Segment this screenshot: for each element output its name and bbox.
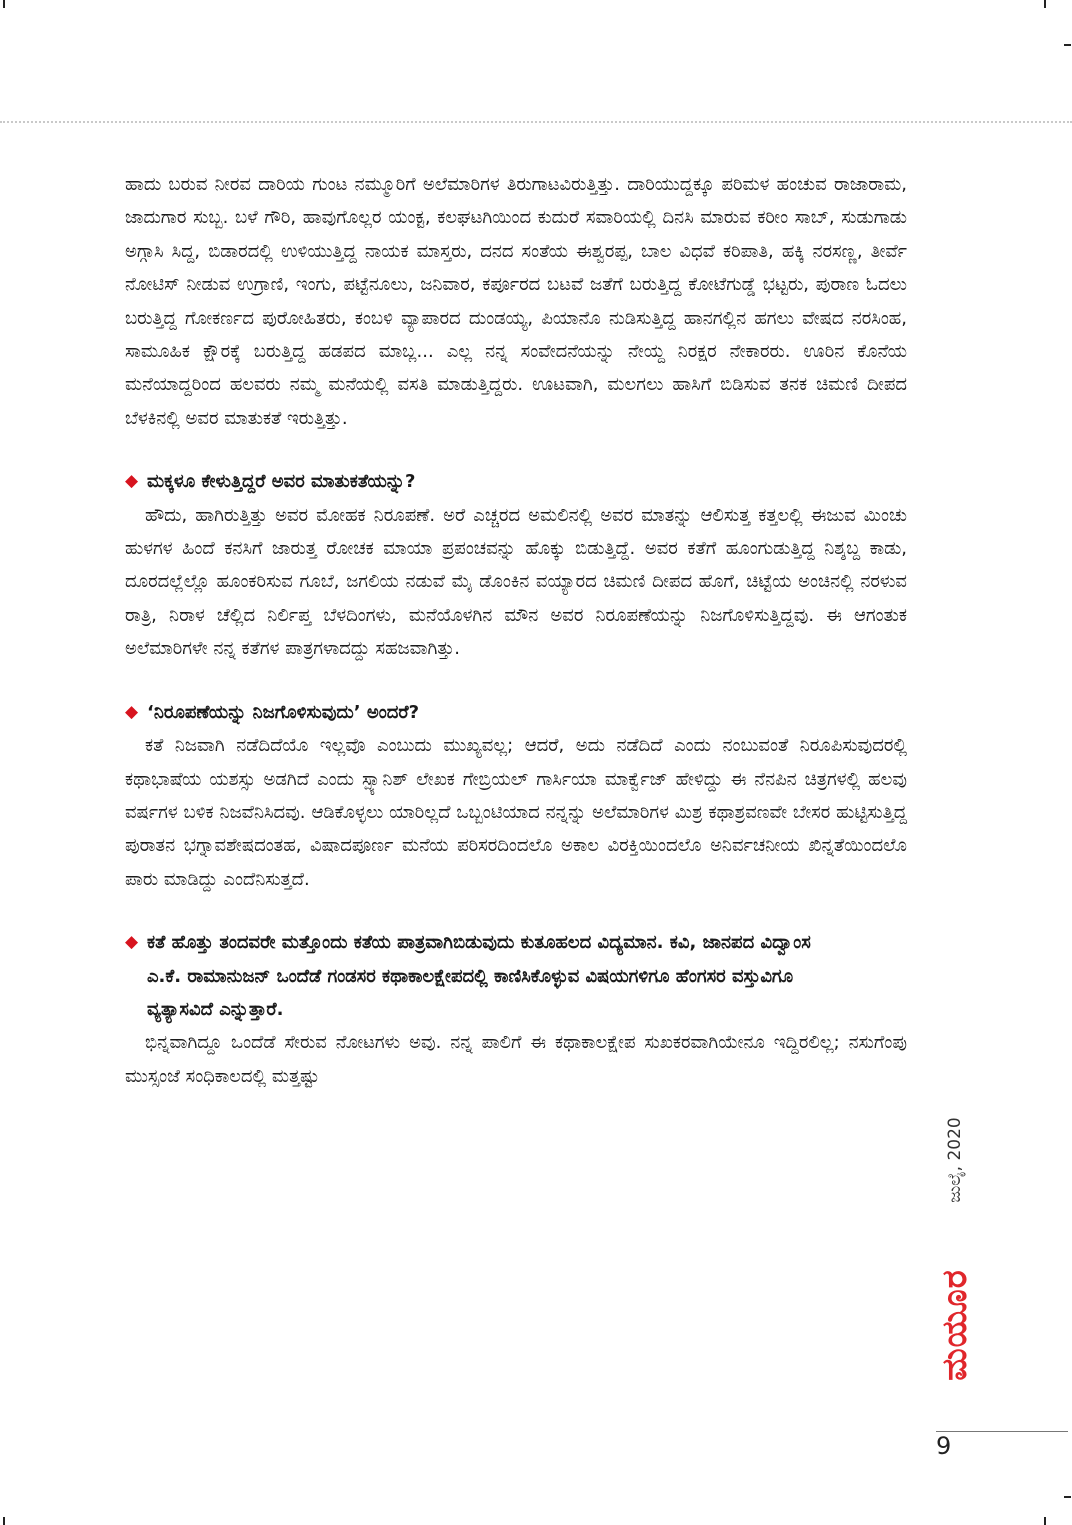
crop-mark-top-right — [1044, 0, 1046, 8]
issue-date-text: ಜುಲೈ, 2020 — [945, 1117, 965, 1203]
crop-mark-right-lower — [1064, 1496, 1071, 1498]
question-3 — [125, 926, 907, 1026]
crop-mark-top-left — [3, 0, 5, 8]
answer-3-paragraph: ಭಿನ್ನವಾಗಿದ್ದೂ ಒಂದೆಡೆ ಸೇರುವ ನೋಟಗಳು ಅವು. ನನ್ನ ಪಾಲಿಗೆ ಈ ಕಥಾಕಾಲಕ್ಷೇಪ ಸುಖಕರವಾಗಿಯೇನೂ ಇದ್ದಿರಲಿಲ್ಲ; ನಸುಗೆಂಪು ಮುಸ್ಸಂಜೆ ಸಂಧಿಕಾಲದಲ್ಲಿ ಮತ್ತಷ್ಟು — [125, 1032, 907, 1087]
answer-1-paragraph: ಹೌದು, ಹಾಗಿರುತ್ತಿತ್ತು ಅವರ ಮೋಹಕ ನಿರೂಪಣೆ. ಅರೆ ಎಚ್ಚರದ ಅಮಲಿನಲ್ಲಿ ಅವರ ಮಾತನ್ನು ಆಲಿಸುತ್ತ ಕತ್ತಲಲ್ಲಿ ಈಜುವ ಮಿಂಚು ಹುಳಗಳ ಹಿಂದೆ ಕನಸಿಗೆ ಜಾರುತ್ತ ರೋಚಕ ಮಾಯಾ ಪ್ರಪಂಚವನ್ನು ಹೊಕ್ಕು ಬಿಡುತ್ತಿದ್ದೆ. ಅವರ ಕತೆಗೆ ಹೂಂಗುಡುತ್ತಿದ್ದ ನಿಶ್ಶಬ್ದ ಕಾಡು, ದೂರದಲ್ಲೆಲ್ಲೊ ಹೂಂಕರಿಸುವ ಗೂಬೆ, ಜಗಲಿಯ ನಡುವೆ ಮೈ ಡೊಂಕಿನ ವಯ್ಯಾರದ ಚಿಮಣಿ ದೀಪದ ಹೊಗೆ, ಚಿಟ್ಟೆಯ ಅಂಚಿನಲ್ಲಿ ನರಳುವ ರಾತ್ರಿ, ನಿರಾಳ ಚೆಲ್ಲಿದ ನಿರ್ಲಿಪ್ತ ಬೆಳದಿಂಗಳು, ಮನೆಯೊಳಗಿನ ಮೌನ ಅವರ ನಿರೂಪಣೆಯನ್ನು ನಿಜಗೊಳಿಸುತ್ತಿದ್ದವು. ಈ ಆಗಂತುಕ ಅಲೆಮಾರಿಗಳೇ ನನ್ನ ಕತೆಗಳ ಪಾತ್ರಗಳಾದದ್ದು ಸಹಜವಾಗಿತ್ತು. — [125, 504, 907, 660]
question-2-text: ‘ನಿರೂಪಣೆಯನ್ನು ನಿಜಗೊಳಿಸುವುದು’ ಅಂದರೆ? — [147, 701, 420, 723]
magazine-sidebar — [930, 1090, 980, 1420]
magazine-logo-text: ಮಯೂರ — [935, 1269, 975, 1381]
intro-paragraph: ಹಾದು ಬರುವ ನೀರವ ದಾರಿಯ ಗುಂಟ ನಮ್ಮೂರಿಗೆ ಅಲೆಮಾರಿಗಳ ತಿರುಗಾಟವಿರುತ್ತಿತ್ತು. ದಾರಿಯುದ್ದಕ್ಕೂ ಪರಿಮಳ ಹಂಚುವ ರಾಜಾರಾಮ, ಜಾದುಗಾರ ಸುಬ್ಬ. ಬಳೆ ಗೌರಿ, ಹಾವುಗೊಲ್ಲರ ಯಂಕ್ಟ, ಕಲಘಟಗಿಯಿಂದ ಕುದುರೆ ಸವಾರಿಯಲ್ಲಿ ದಿನಸಿ ಮಾರುವ ಕರೀಂ ಸಾಬ್, ಸುಡುಗಾಡು ಅಗ್ಗಾಸಿ ಸಿದ್ದ, ಬಿಡಾರದಲ್ಲಿ ಉಳಿಯುತ್ತಿದ್ದ ನಾಯಕ ಮಾಸ್ತರು, ದನದ ಸಂತೆಯ ಈಶ್ವರಪ್ಪ, ಬಾಲ ವಿಧವೆ ಕರಿಪಾತಿ, ಹಕ್ಕಿ ನರಸಣ್ಣ, ತೀರ್ವೆ ನೋಟಿಸ್ ನೀಡುವ ಉಗ್ರಾಣಿ, ಇಂಗು, ಪಟ್ಟೆನೂಲು, ಜನಿವಾರ, ಕರ್ಪೂರದ ಬಟವೆ ಜತೆಗೆ ಬರುತ್ತಿದ್ದ ಕೋಟೆಗುಡ್ಡೆ ಭಟ್ಟರು, ಪುರಾಣ ಓದಲು ಬರುತ್ತಿದ್ದ ಗೋಕರ್ಣದ ಪುರೋಹಿತರು, ಕಂಬಳಿ ವ್ಯಾಪಾರದ ದುಂಡಯ್ಯ, ಪಿಯಾನೊ ನುಡಿಸುತ್ತಿದ್ದ ಹಾನಗಲ್ಲಿನ ಹಗಲು ವೇಷದ ನರಸಿಂಹ, ಸಾಮೂಹಿಕ ಕ್ಷೌರಕ್ಕೆ ಬರುತ್ತಿದ್ದ ಹಡಪದ ಮಾಬ್ಲ... ಎಲ್ಲ ನನ್ನ ಸಂವೇದನೆಯನ್ನು ನೇಯ್ದ ನಿರಕ್ಷರ ನೇಕಾರರು. ಊರಿನ ಕೊನೆಯ ಮನೆಯಾದ್ದರಿಂದ ಹಲವರು ನಮ್ಮ ಮನೆಯಲ್ಲಿ ವಸತಿ ಮಾಡುತ್ತಿದ್ದರು. ಊಟವಾಗಿ, ಮಲಗಲು ಹಾಸಿಗೆ ಬಿಡಿಸುವ ತನಕ ಚಿಮಣಿ ದೀಪದ ಬೆಳಕಿನಲ್ಲಿ ಅವರ ಮಾತುಕತೆ ಇರುತ್ತಿತ್ತು. — [125, 174, 907, 429]
crop-mark-bottom-right — [1044, 1517, 1046, 1525]
question-2 — [125, 696, 907, 729]
page-number: 9 — [936, 1432, 952, 1460]
issue-date — [930, 1090, 980, 1230]
red-diamond-icon: ◆ — [125, 701, 139, 722]
question-1 — [125, 465, 907, 498]
question-3-text: ಕತೆ ಹೊತ್ತು ತಂದವರೇ ಮತ್ತೊಂದು ಕತೆಯ ಪಾತ್ರವಾಗಿಬಿಡುವುದು ಕುತೂಹಲದ ವಿದ್ಯಮಾನ. ಕವಿ, ಜಾನಪದ ವಿದ್ವಾಂಸ ಎ.ಕೆ. ರಾಮಾನುಜನ್ ಒಂದೆಡೆ ಗಂಡಸರ ಕಥಾಕಾಲಕ್ಷೇಪದಲ್ಲಿ ಕಾಣಿಸಿಕೊಳ್ಳುವ ವಿಷಯಗಳಿಗೂ ಹೆಂಗಸರ ವಸ್ತುವಿಗೂ ವ್ಯತ್ಯಾಸವಿದೆ ಎನ್ನುತ್ತಾರೆ. — [147, 932, 811, 1020]
header-dotted-rule — [0, 121, 1072, 123]
red-diamond-icon: ◆ — [125, 471, 139, 492]
article-body — [125, 168, 907, 1093]
footer-rule — [936, 1431, 1068, 1432]
red-diamond-icon: ◆ — [125, 932, 139, 953]
answer-2-paragraph: ಕತೆ ನಿಜವಾಗಿ ನಡೆದಿದೆಯೊ ಇಲ್ಲವೊ ಎಂಬುದು ಮುಖ್ಯವಲ್ಲ; ಆದರೆ, ಅದು ನಡೆದಿದೆ ಎಂದು ನಂಬುವಂತೆ ನಿರೂಪಿಸುವುದರಲ್ಲಿ ಕಥಾಭಾಷೆಯ ಯಶಸ್ಸು ಅಡಗಿದೆ ಎಂದು ಸ್ಪ್ಯಾನಿಶ್ ಲೇಖಕ ಗೇಬ್ರಿಯಲ್ ಗಾರ್ಸಿಯಾ ಮಾರ್ಕ್ವೆಜ್ ಹೇಳಿದ್ದು ಈ ನೆನಪಿನ ಚಿತ್ರಗಳಲ್ಲಿ ಹಲವು ವರ್ಷಗಳ ಬಳಿಕ ನಿಜವೆನಿಸಿದವು. ಆಡಿಕೊಳ್ಳಲು ಯಾರಿಲ್ಲದೆ ಒಬ್ಬಂಟಿಯಾದ ನನ್ನನ್ನು ಅಲೆಮಾರಿಗಳ ಮಿಶ್ರ ಕಥಾಶ್ರವಣವೇ ಬೇಸರ ಹುಟ್ಟಿಸುತ್ತಿದ್ದ ಪುರಾತನ ಭಗ್ನಾವಶೇಷದಂತಹ, ವಿಷಾದಪೂರ್ಣ ಮನೆಯ ಪರಿಸರದಿಂದಲೊ ಅಕಾಲ ವಿರಕ್ತಿಯಿಂದಲೊ ಅನಿರ್ವಚನೀಯ ಖಿನ್ನತೆಯಿಂದಲೊ ಪಾರು ಮಾಡಿದ್ದು ಎಂದೆನಿಸುತ್ತದೆ. — [125, 735, 907, 890]
crop-mark-right-upper — [1064, 44, 1071, 46]
magazine-logo — [930, 1240, 980, 1410]
crop-mark-bottom-left — [3, 1517, 5, 1525]
question-1-text: ಮಕ್ಕಳೂ ಕೇಳುತ್ತಿದ್ದರೆ ಅವರ ಮಾತುಕತೆಯನ್ನು? — [147, 471, 416, 493]
